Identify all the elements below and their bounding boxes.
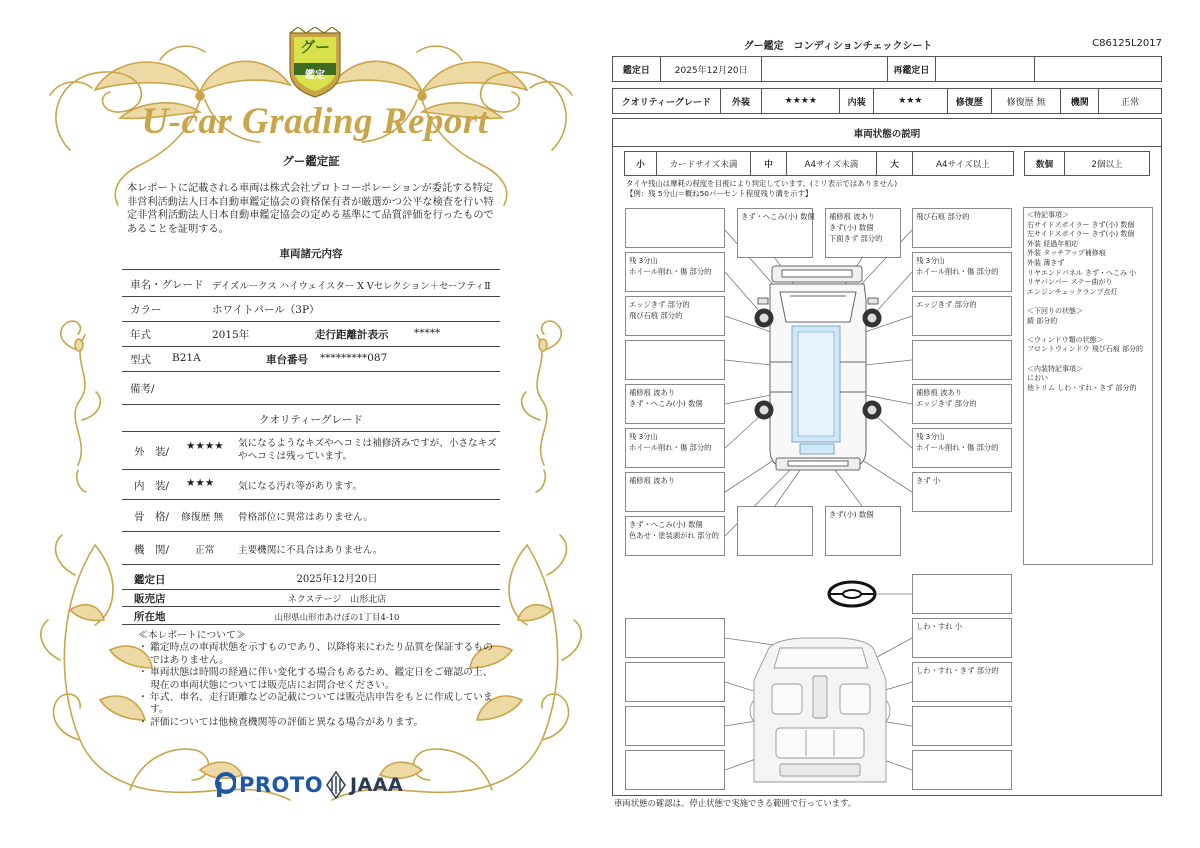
spec-value: *********087: [320, 352, 388, 364]
callout-box-right-5: [912, 428, 1012, 468]
grade-rating: ★★★: [186, 477, 215, 489]
callout-box-interior-right-4: [912, 750, 1012, 790]
callout-box-interior-left-0: [625, 618, 725, 658]
tire-example-text: 【例：残 5分山＝概ね50パーセント程度残り溝を示す】: [626, 189, 813, 198]
interior-rating: ★★★: [874, 89, 948, 113]
repair-label: 修復歴: [948, 89, 992, 113]
callout-box-bottom-0: [737, 506, 813, 556]
notes-group: [1027, 365, 1149, 394]
proto-logo-text: PROTO: [239, 773, 324, 797]
callout-box-left-5: [625, 428, 725, 468]
spec-value: ホワイトパール（3P）: [212, 304, 320, 316]
grade-comment: 気になるようなキズやヘコミは補修済みですが、小さなキズやヘコミは残っています。: [238, 438, 497, 462]
car-top-view: [758, 266, 878, 470]
notes-item: におい: [1027, 374, 1048, 383]
spec-value: 2015年: [212, 329, 250, 341]
notice-item: ・ 鑑定時点の車両状態を示すものであり、以降将来にわたり品質を保証するものではありません。: [138, 642, 493, 667]
appraisal-date: 2025年12月20日: [296, 574, 378, 585]
callout-line: きず・へこみ(小) 数個: [741, 212, 815, 221]
notes-group-title: ＜特記事項＞: [1027, 211, 1069, 219]
dealer-name: ネクステージ 山形北店: [287, 595, 387, 605]
spec-value: B21A: [172, 352, 201, 364]
sheet-footer: 車両状態の確認は、停止状態で実施できる範囲で行っています。: [614, 798, 857, 808]
exterior-label: 外装: [721, 89, 763, 113]
notes-group: [1027, 336, 1149, 355]
spec-label: 車名・グレード: [130, 279, 204, 291]
callout-line: 残 3分山: [916, 256, 945, 265]
report-script-title: U-car Grading Report: [141, 101, 489, 142]
grade-label: 内 装/: [134, 480, 170, 492]
callout-box-top-0: [737, 208, 813, 258]
notice-item: ・ 車両状態は時間の経過に伴い変化する場合もあるため、鑑定日をご確認の上、現在の車両状態については販売店にお問合せください。: [138, 667, 493, 692]
legend-many: 数個: [1025, 152, 1065, 175]
notes-group-title: ＜下回りの状態＞: [1027, 306, 1083, 315]
callout-line: 残 3分山: [916, 432, 945, 441]
notes-group-title: ＜ウィンドウ類の状態＞: [1027, 335, 1104, 344]
callout-line: きず(小) 数個: [829, 510, 874, 519]
callout-line: きず 小: [916, 476, 941, 485]
grade-heading: クオリティーグレード: [122, 405, 500, 432]
callout-line: ホイール削れ・傷 部分的: [916, 267, 999, 276]
callout-line: 補修痕 波あり: [916, 388, 963, 397]
callout-box-left-1: [625, 252, 725, 292]
spec-value: デイズルークス ハイウェイスター X Vセレクション＋セーフティⅡ: [212, 281, 491, 292]
notes-item: エンジンチェックランプ点灯: [1027, 287, 1118, 296]
grade-comment: 気になる汚れ等があります。: [238, 481, 362, 492]
callout-line: きず・へこみ(小) 数個: [629, 520, 703, 529]
notes-item: 右サイドスポイラー きず(小) 数個: [1027, 220, 1135, 229]
callout-line: 色あせ・塗装剥がれ 部分的: [629, 531, 719, 540]
date-label: 鑑定日: [613, 57, 661, 81]
engine-label: 機関: [1061, 89, 1099, 113]
callout-box-left-6: [625, 472, 725, 512]
callout-line: 飛び石痕 部分的: [916, 212, 970, 221]
legend-medium-desc: A4サイズ未満: [787, 152, 877, 175]
callout-line: きず(小) 数個: [829, 223, 874, 232]
notes-item: 左サイドスポイラー きず(小) 数個: [1027, 230, 1135, 239]
certificate-heading: グー鑑定証: [282, 154, 340, 168]
jaaa-logo-text: JAAA: [350, 774, 404, 796]
grade-row-label: クオリティーグレード: [613, 89, 721, 113]
callout-line: しわ・すれ 小: [916, 622, 963, 631]
callout-box-left-4: [625, 384, 725, 424]
callout-box-right-0: [912, 208, 1012, 248]
callout-box-interior-left-2: [625, 706, 725, 746]
sheet-code: C86125L2017: [1092, 38, 1162, 49]
notes-item: リヤバンパー ステー曲がり: [1027, 278, 1113, 287]
notes-group: [1027, 211, 1149, 297]
car-interior-view: [750, 638, 890, 782]
notes-group: [1027, 307, 1149, 326]
interior-label: 内装: [840, 89, 874, 113]
callout-box-left-2: [625, 296, 725, 336]
spec-label: 備考/: [130, 383, 155, 395]
notice-item: ・ 評価については他検査機関等の評価と異なる場合があります。: [138, 717, 493, 729]
legend-large-desc: A4サイズ以上: [936, 159, 990, 170]
sheet-title: グー鑑定 コンディションチェックシート: [743, 41, 933, 52]
spec-value: *****: [414, 327, 441, 339]
callout-box-right-1: [912, 252, 1012, 292]
certificate-intro: 本レポートに記載される車両は株式会社プロトコーポレーションが委託する特定非営利活動法人日本自動車鑑定協会の資格保有者が厳選かつ公平な検査を行い特定非営利活動法人日本自動車鑑定協会の定める基準にて品質評価を行ったものであることを証明する。: [127, 183, 494, 235]
spec-label: 型式: [130, 354, 151, 366]
callout-box-interior-right-3: [912, 706, 1012, 746]
notes-item: 外装 経過年相応: [1027, 239, 1079, 248]
callout-box-interior-left-3: [625, 750, 725, 790]
spec-label: 走行距離計表示: [315, 329, 389, 341]
notes-item: 外装 薄きず: [1027, 258, 1065, 267]
callout-line: ホイール削れ・傷 部分的: [629, 443, 712, 452]
callout-line: 下面きず 部分的: [829, 234, 883, 243]
callout-box-left-7: [625, 516, 725, 556]
callout-box-right-4: [912, 384, 1012, 424]
callout-line: しわ・すれ・きず 部分的: [916, 666, 999, 675]
callout-box-left-3: [625, 340, 725, 380]
notes-item: 外装 タッチアップ補修痕: [1027, 249, 1106, 258]
callout-line: 残 3分山: [629, 432, 658, 441]
grade-rating: 修復歴 無: [181, 512, 224, 523]
appraisal-date-label: 鑑定日: [134, 574, 166, 586]
callout-box-top-1: [825, 208, 901, 258]
callout-line: 残 3分山: [629, 256, 658, 265]
callout-line: きず・へこみ(小) 数個: [629, 399, 703, 408]
notes-item: リヤエンドパネル きず・へこみ 小: [1027, 268, 1137, 277]
grade-label: 外 装/: [134, 446, 170, 458]
dealer-label: 販売店: [134, 593, 166, 605]
notice-item: ・ 年式、車名、走行距離などの記載については販売店申告をもとに作成しています。: [138, 692, 493, 717]
exterior-rating: ★★★★: [762, 89, 840, 113]
legend-small-desc: カードサイズ未満: [657, 152, 751, 175]
callout-box-right-3: [912, 340, 1012, 380]
badge-logo-text: グー: [299, 38, 330, 56]
grade-label: 機 関/: [134, 544, 170, 556]
notes-item: フロントウィンドウ 飛び石痕 部分的: [1027, 345, 1144, 354]
legend-many-desc: 2個以上: [1091, 159, 1123, 170]
notice-title: ≪本レポートについて≫: [138, 630, 246, 641]
special-notes: [1023, 207, 1153, 565]
spec-label: カラー: [130, 304, 162, 316]
notes-item: 錆 部分的: [1027, 316, 1058, 325]
reappraisal-label: 再鑑定日: [888, 57, 936, 81]
callout-box-left-0: [625, 208, 725, 248]
steering-wheel-icon: [829, 582, 875, 606]
callout-box-right-2: [912, 296, 1012, 336]
date-value: 2025年12月20日: [661, 57, 763, 81]
legend-medium: 中: [751, 152, 787, 175]
legend-large: 大: [877, 152, 913, 175]
grade-comment: 主要機関に不具合はありません。: [238, 545, 383, 556]
callout-line: エッジきず 部分的: [916, 399, 977, 408]
callout-line: 補修痕 波あり: [629, 388, 676, 397]
grade-rating: ★★★★: [186, 440, 224, 452]
grade-rating: 正常: [195, 545, 215, 556]
spec-heading: 車両諸元内容: [122, 246, 500, 270]
callout-line: エッジきず 部分的: [916, 300, 977, 309]
dealer-address: 山形県山形市あけぼの1丁目4-10: [274, 612, 400, 622]
callout-box-interior-left-1: [625, 662, 725, 702]
grade-label: 骨 格/: [134, 511, 170, 523]
legend-small: 小: [625, 152, 657, 175]
notes-item: 他トリム しわ・すれ・きず 部分的: [1027, 383, 1137, 392]
callout-line: 補修痕 波あり: [829, 212, 876, 221]
callout-box-interior-right-2: [912, 662, 1012, 702]
section-title: 車両状態の説明: [613, 119, 1161, 147]
tire-note-text: タイヤ残山は摩耗の程度を目視により判定しています。(ミリ表示ではありません): [626, 179, 898, 188]
callout-box-right-6: [912, 472, 1012, 512]
callout-line: エッジきず 部分的: [629, 300, 690, 309]
callout-line: ホイール削れ・傷 部分的: [916, 443, 999, 452]
callout-box-bottom-1: [825, 506, 901, 556]
grade-comment: 骨格部位に異常はありません。: [238, 512, 373, 523]
engine-value: 正常: [1121, 97, 1140, 108]
spec-label: 車台番号: [266, 354, 308, 366]
callout-box-interior-right-1: [912, 618, 1012, 658]
callout-box-interior-right-0: [912, 574, 1012, 614]
repair-value: 修復歴 無: [992, 89, 1062, 113]
notes-group-title: ＜内装特記事項＞: [1027, 364, 1083, 373]
spec-label: 年式: [130, 329, 151, 341]
address-label: 所在地: [134, 611, 166, 623]
badge-logo-subtext: 鑑定: [305, 70, 325, 81]
callout-line: 補修痕 波あり: [629, 476, 676, 485]
callout-line: ホイール削れ・傷 部分的: [629, 267, 712, 276]
callout-line: 飛び石痕 部分的: [629, 311, 683, 320]
